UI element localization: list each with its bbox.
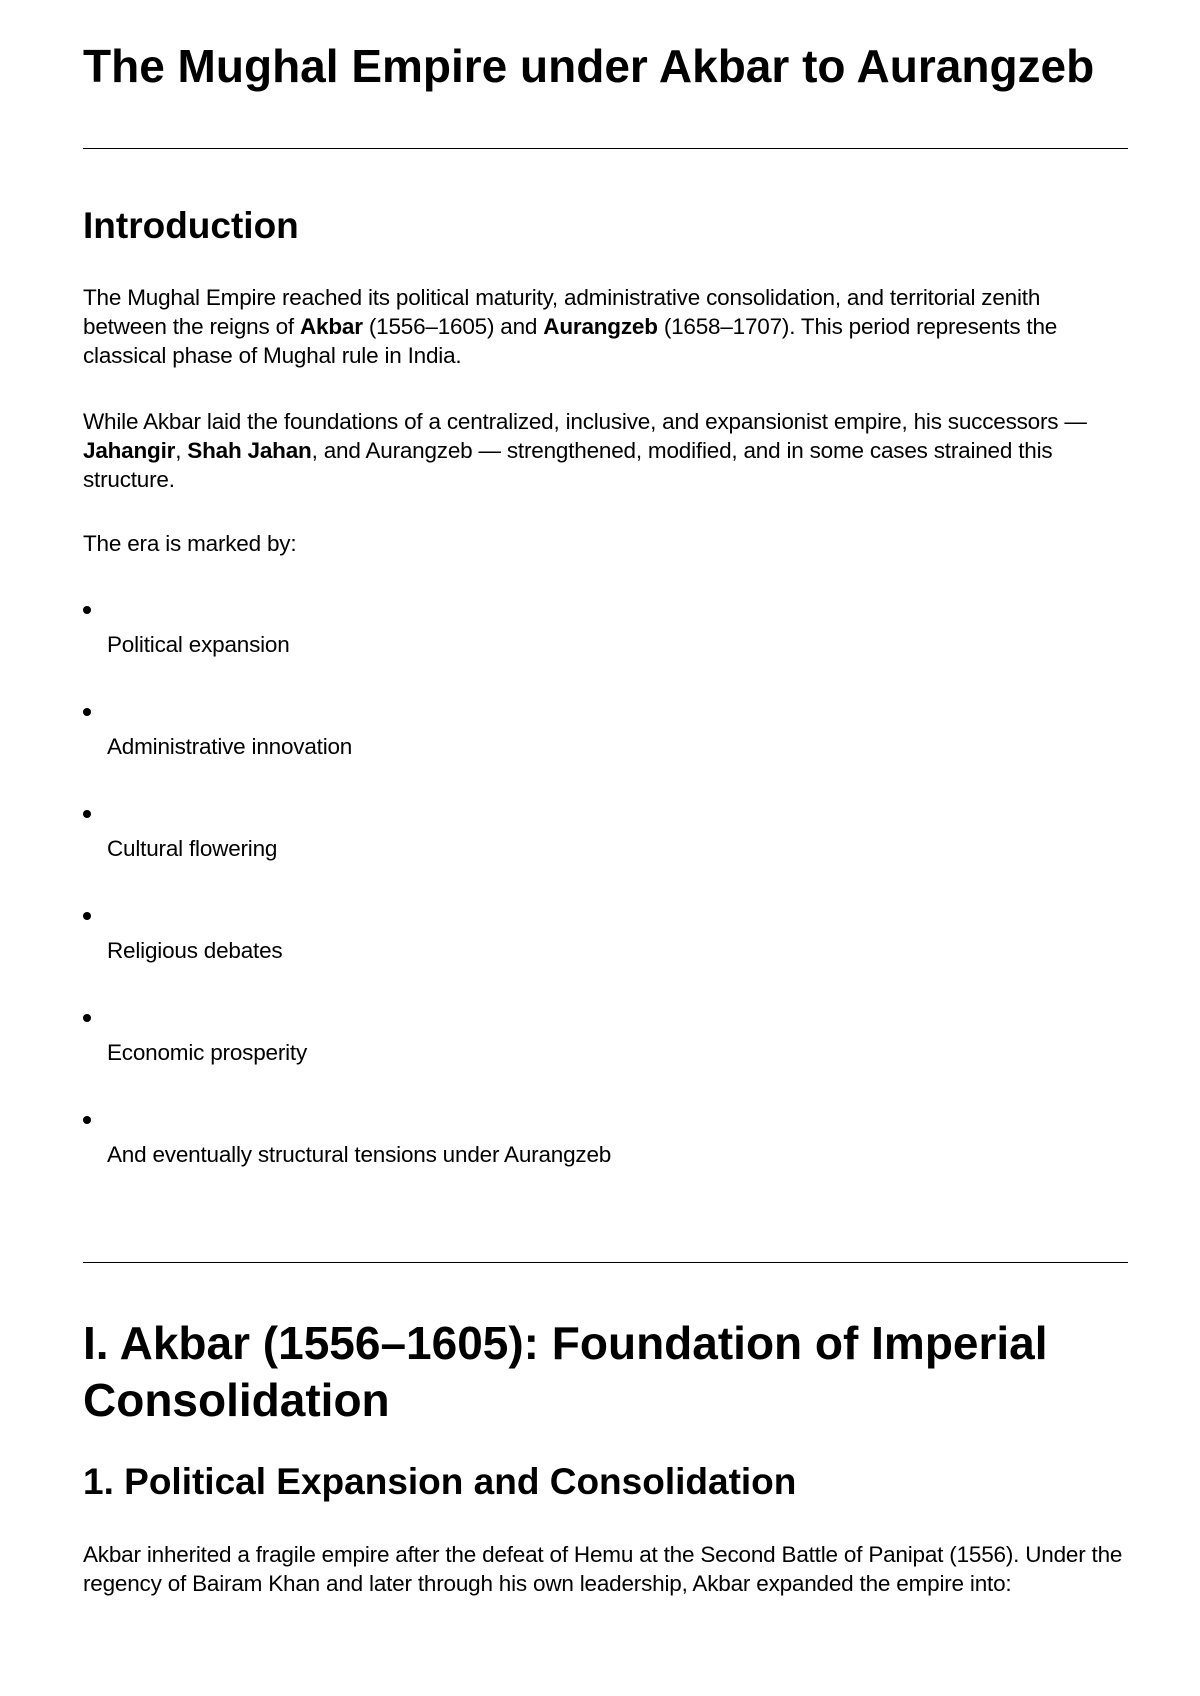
list-item-text: Cultural flowering <box>107 836 278 861</box>
intro-paragraph-1 <box>83 283 1128 370</box>
bullet-icon <box>83 810 91 818</box>
bullet-icon <box>83 708 91 716</box>
bullet-icon <box>83 606 91 614</box>
list-item-text: Religious debates <box>107 938 283 963</box>
intro-p1-text-1: The Mughal Empire reached its political maturity, administrative consolidation, and territorial zenith between the reigns of <box>83 285 1041 339</box>
list-item-text: And eventually structural tensions under Aurangzeb <box>107 1142 612 1167</box>
list-item-text: Administrative innovation <box>107 734 353 759</box>
section-heading-introduction: Introduction <box>83 205 299 246</box>
bullet-icon <box>83 1116 91 1124</box>
political-expansion-paragraph: Akbar inherited a fragile empire after the defeat of Hemu at the Second Battle of Panipat (1556). Under the regency of Bairam Khan and later through his own leadership, Akbar expanded the empire into: <box>83 1542 1123 1596</box>
list-item <box>83 810 1128 880</box>
list-item <box>83 912 1128 982</box>
divider <box>83 148 1128 149</box>
intro-p1-bold-akbar: Akbar <box>300 314 363 339</box>
intro-paragraph-2 <box>83 407 1128 494</box>
list-item <box>83 1116 1128 1186</box>
intro-p2-bold-jahangir: Jahangir <box>83 438 176 463</box>
bullet-icon <box>83 1014 91 1022</box>
list-item <box>83 1014 1128 1084</box>
document-title: The Mughal Empire under Akbar to Aurangzeb <box>83 40 1095 92</box>
divider <box>83 1262 1128 1263</box>
intro-p1-text-2: (1556–1605) and <box>362 314 544 339</box>
subsection-heading-political-expansion: 1. Political Expansion and Consolidation <box>83 1461 797 1502</box>
intro-p2-text-2: , <box>175 438 188 463</box>
list-item-text: Economic prosperity <box>107 1040 308 1065</box>
list-item <box>83 606 1128 676</box>
intro-p2-text-3: , and Aurangzeb — strengthened, modified, and in some cases strained this structure. <box>83 438 1053 492</box>
intro-p2-bold-shah-jahan: Shah Jahan <box>187 438 312 463</box>
list-item <box>83 708 1128 778</box>
intro-paragraph-3: The era is marked by: <box>83 531 297 556</box>
list-item-text: Political expansion <box>107 632 290 657</box>
bullet-icon <box>83 912 91 920</box>
part-heading-akbar: I. Akbar (1556–1605): Foundation of Imperial Consolidation <box>83 1317 1048 1426</box>
intro-p2-text-1: While Akbar laid the foundations of a centralized, inclusive, and expansionist empire, his successors — <box>83 409 1087 434</box>
intro-p1-bold-aurangzeb: Aurangzeb <box>543 314 658 339</box>
intro-p1-text-3: (1658–1707). This period represents the classical phase of Mughal rule in India. <box>83 314 1058 368</box>
